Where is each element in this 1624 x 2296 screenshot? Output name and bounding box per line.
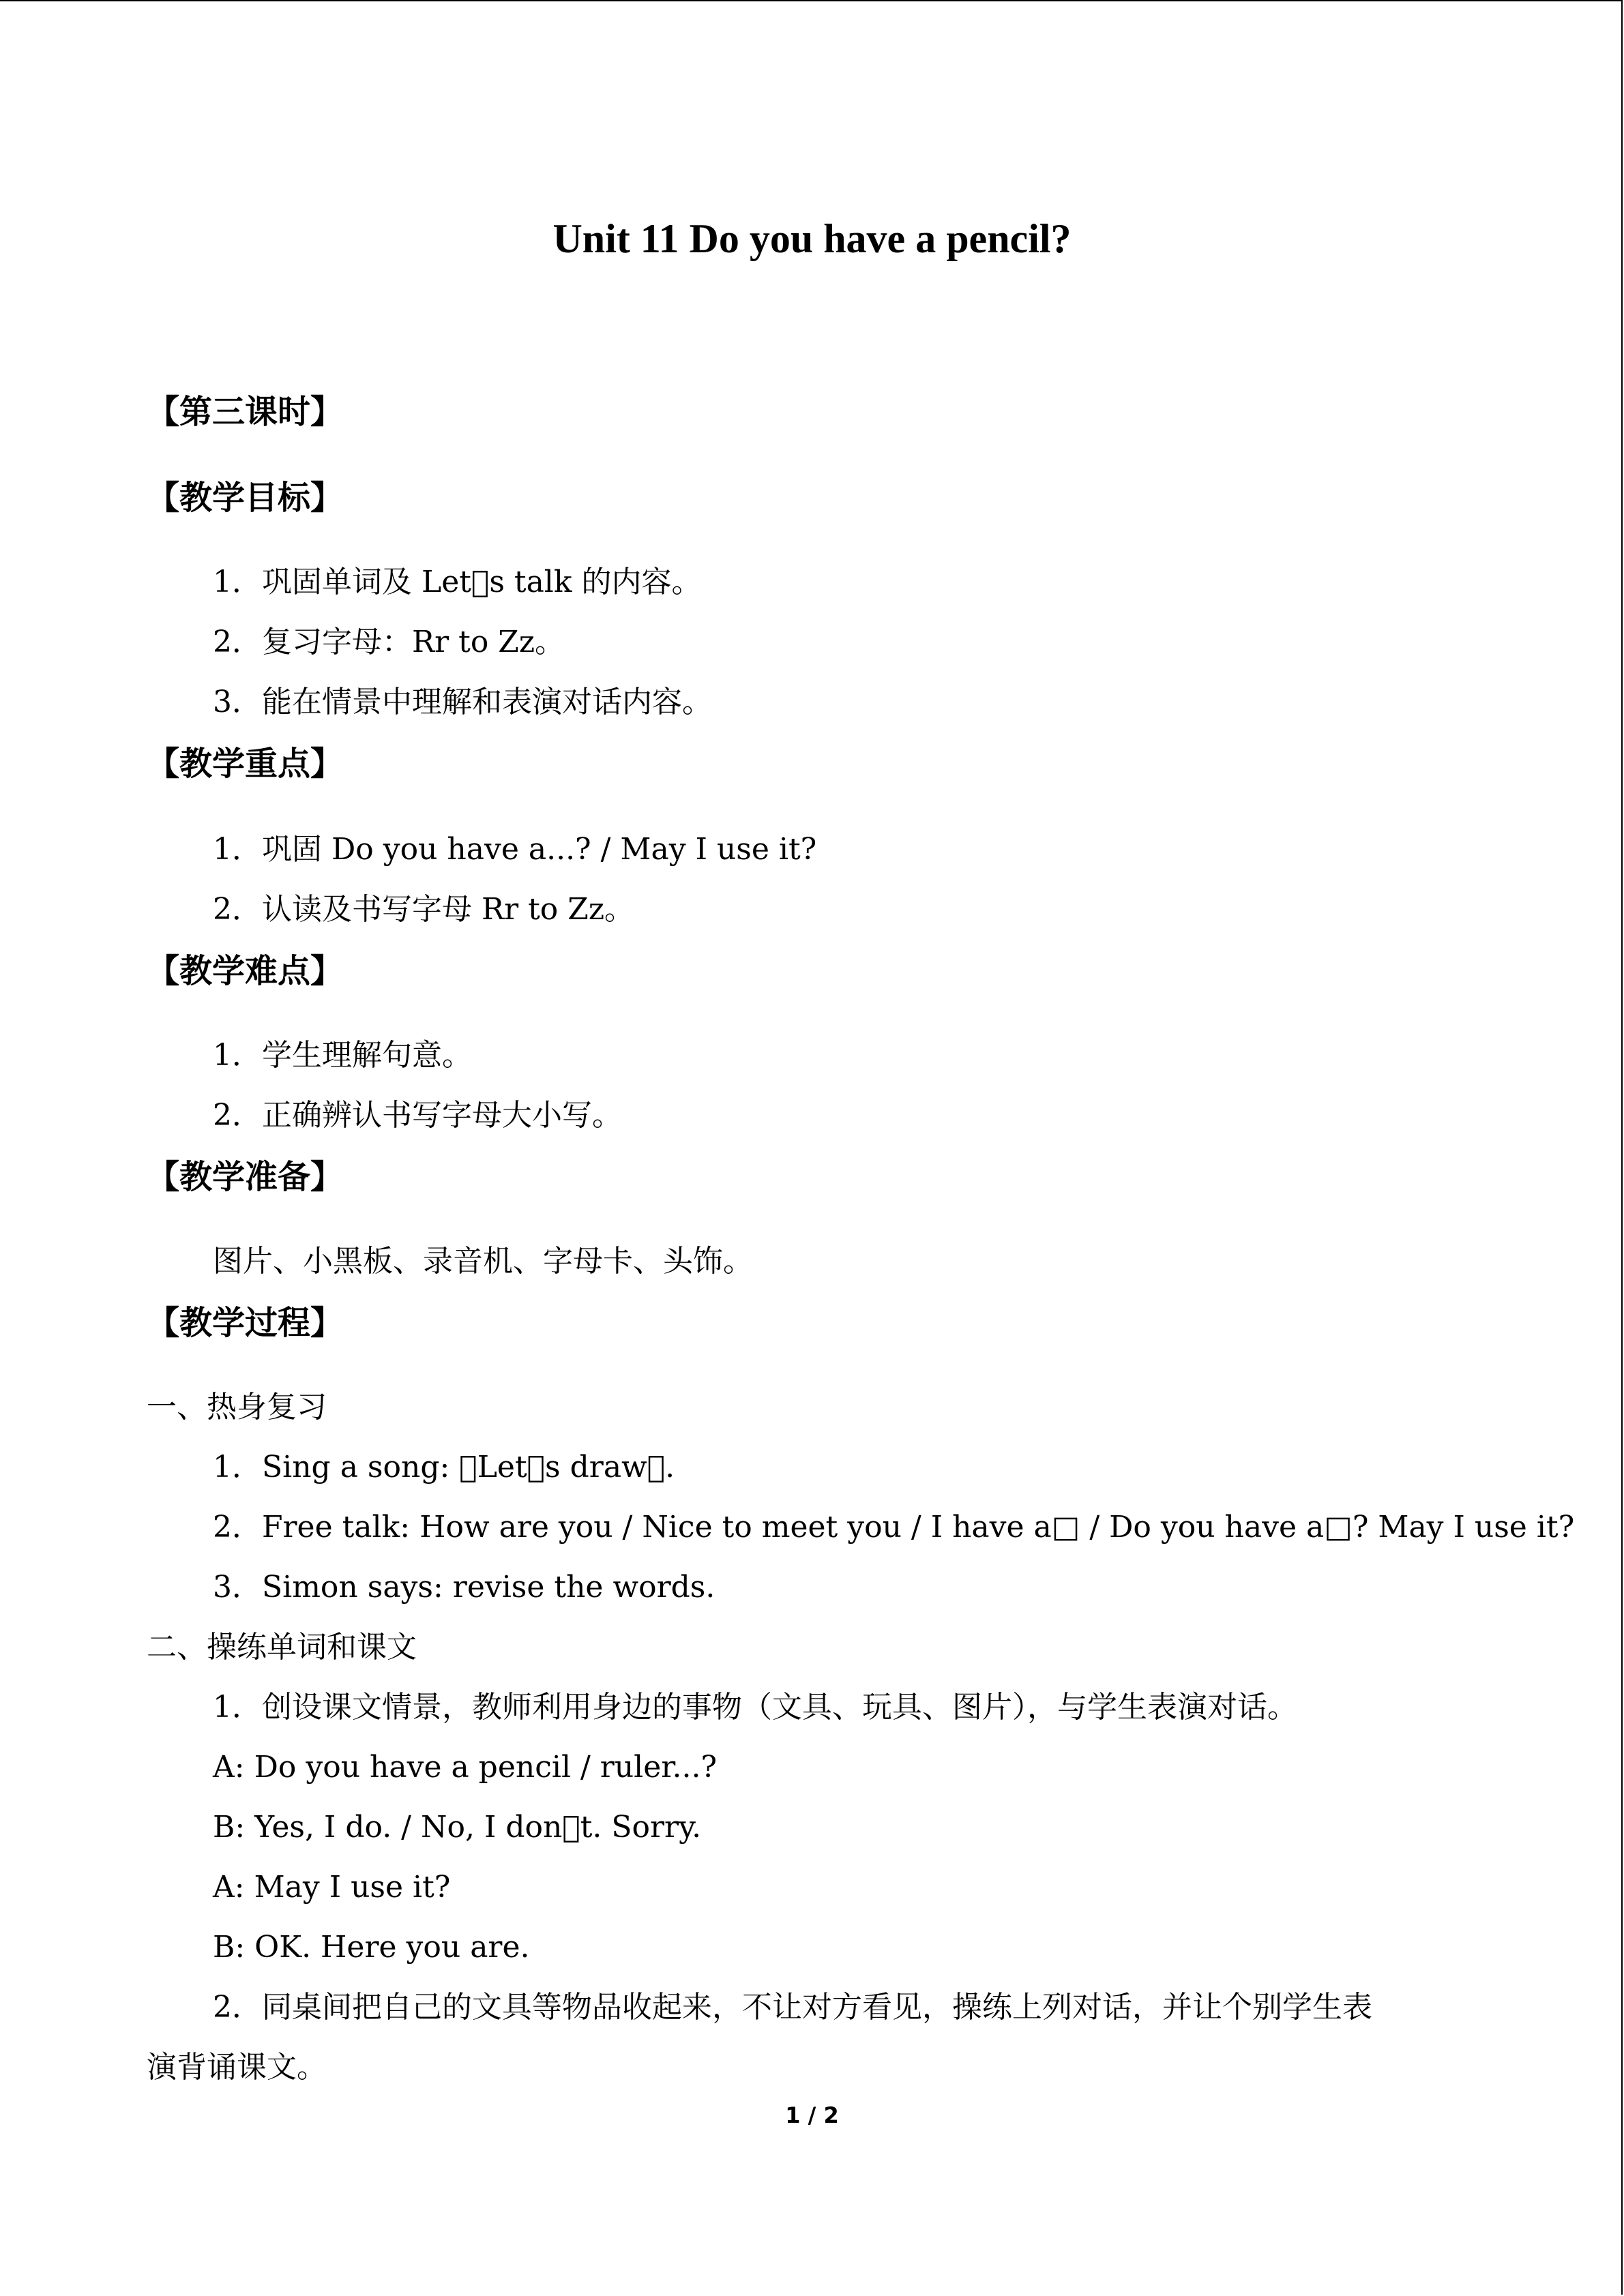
process-heading: 【教学过程】 bbox=[147, 1304, 344, 1342]
process-part2-item: 1．创设课文情景，教师利用身边的事物（文具、玩具、图片），与学生表演对话。 bbox=[213, 1690, 1297, 1725]
goal-item: 2．复习字母：Rr to Zz。 bbox=[213, 625, 565, 659]
dialogue-line: B: Yes, I do. / No, I don t. Sorry. bbox=[213, 1810, 702, 1845]
dialogue-line: A: May I use it? bbox=[213, 1870, 451, 1905]
page-indicator: 1 / 2 bbox=[785, 2102, 839, 2128]
prep-heading: 【教学准备】 bbox=[147, 1158, 344, 1196]
focus-item: 1．巩固 Do you have a...? / May I use it? bbox=[213, 832, 817, 867]
difficulty-item: 1．学生理解句意。 bbox=[213, 1038, 472, 1073]
process-part1-item: 1．Sing a song:  Let s draw . bbox=[213, 1450, 675, 1485]
dialogue-line: A: Do you have a pencil / ruler...? bbox=[213, 1750, 718, 1785]
process-part2-item: 2．同桌间把自己的文具等物品收起来，不让对方看见，操练上列对话，并让个别学生表 bbox=[213, 1990, 1372, 2025]
process-part1-item: 2．Free talk: How are you / Nice to meet you / I have a□ / Do you have a□? May I use it? bbox=[213, 1510, 1575, 1545]
difficulty-heading: 【教学难点】 bbox=[147, 952, 344, 990]
focus-heading: 【教学重点】 bbox=[147, 745, 344, 783]
prep-text: 图片、小黑板、录音机、字母卡、头饰。 bbox=[213, 1244, 753, 1279]
document-title: Unit 11 Do you have a pencil? bbox=[552, 216, 1072, 261]
goals-heading: 【教学目标】 bbox=[147, 479, 344, 517]
process-part1-title: 一、热身复习 bbox=[147, 1390, 327, 1425]
goal-item: 1．巩固单词及 Let s talk 的内容。 bbox=[213, 565, 702, 599]
lesson-period-heading: 【第三课时】 bbox=[147, 393, 344, 431]
process-part2-item-continuation: 演背诵课文。 bbox=[147, 2050, 327, 2085]
goal-item: 3．能在情景中理解和表演对话内容。 bbox=[213, 685, 712, 719]
process-part2-title: 二、操练单词和课文 bbox=[147, 1630, 417, 1665]
difficulty-item: 2．正确辨认书写字母大小写。 bbox=[213, 1098, 622, 1133]
dialogue-line: B: OK. Here you are. bbox=[213, 1930, 530, 1965]
focus-item: 2．认读及书写字母 Rr to Zz。 bbox=[213, 892, 635, 927]
process-part1-item: 3．Simon says: revise the words. bbox=[213, 1570, 715, 1605]
